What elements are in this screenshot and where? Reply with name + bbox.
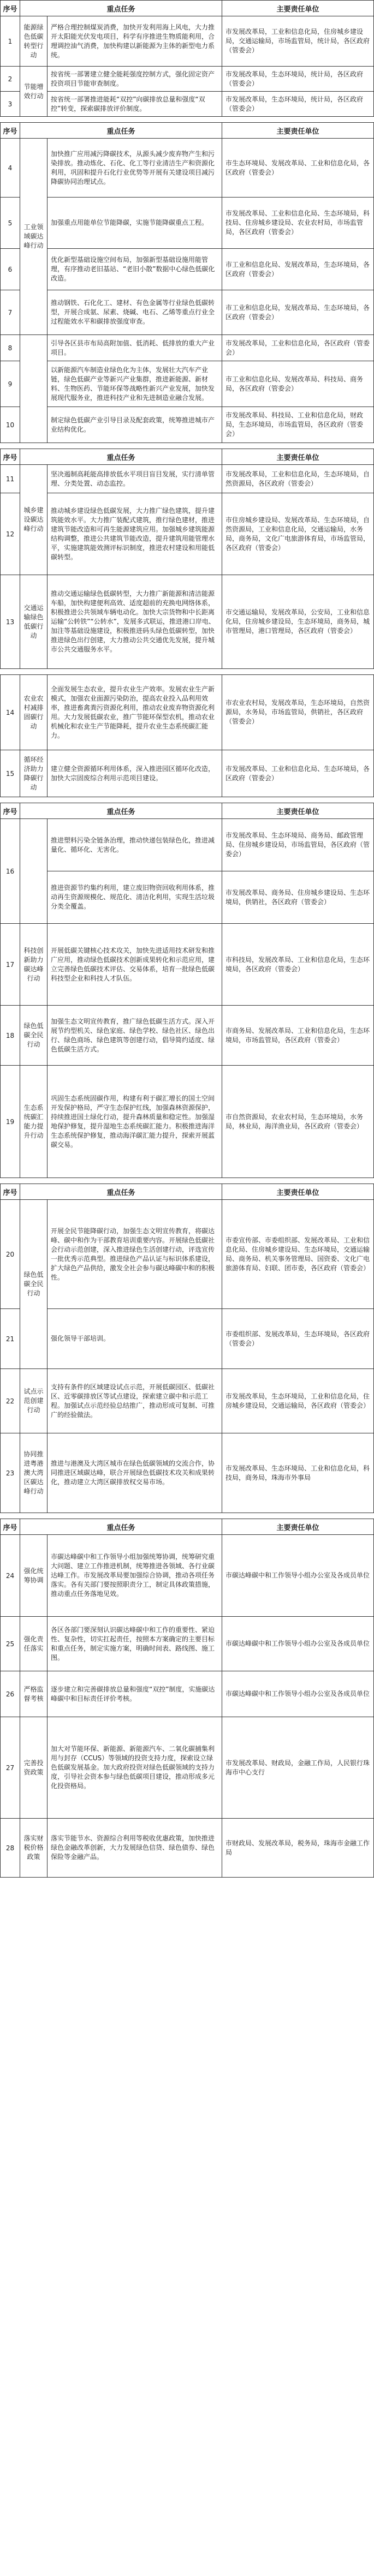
unit-cell: 市委组织部、发展改革局，生态环境局，各区政府（管委会） [222,1309,374,1369]
category-cell: 强化责任落实 [20,1617,48,1671]
task-cell: 按省统一部署建立健全能耗强度控制方式，强化固定资产投资项目节能审查制度。 [48,67,222,92]
row-number: 24 [1,1535,20,1617]
task-cell: 推进与港澳及大湾区城市在绿色低碳领域的交流合作，协同推进区域碳达峰，联合开展绿色低碳技术攻关和成果转化，推动建立大湾区碳排放权交易市场。 [48,1433,222,1513]
table-row [1,290,374,335]
unit-cell: 市发展改革局，工业和信息化局，生态环境局，自然资源局，各区政府（管委会） [222,465,374,493]
unit-cell: 市发展改革局、财政局，金融工作局，人民银行珠海市中心支行 [222,1717,374,1819]
table-row [1,361,374,407]
unit-cell: 市发展改革局、商务局、住房城乡建设局、生态环境局，供销社，各区政府（管委会） [222,871,374,924]
task-cell: 推动交通运输绿色低碳转型，大力推广新能源和清洁能源车船，加快构建便利高效、适度超前的充换电网络体系，积极推进公共领域车辆电动化。加快大宗货物和中长距离运输“公转铁”“公转水”，发展多式联运，推进港口岸电、加注等基础设施建设，积极推进码头绿色低碳转型，加快推进绿色出行创建，大力推动公共交通优先发展，提升城市公共交通服务水平。 [48,575,222,669]
table-row [1,1717,374,1819]
task-table-4 [0,674,374,797]
row-number: 27 [1,1717,20,1819]
unit-cell: 市发展改革局、生态环境局、工业和信息化局，科技局，商务局，珠海市外事局 [222,1433,374,1513]
row-number: 8 [1,335,20,361]
unit-cell: 市交通运输局，发展改革局，公安局，工业和信息化局，住房城乡建设局，生态环境局，商务局，城市管理局，港口管理局，各区政府（管委会） [222,575,374,669]
table-row [1,871,374,924]
header-no: 序号 [1,1184,20,1200]
table-section-2 [0,122,374,443]
table-header-row [1,1184,374,1200]
row-number: 16 [1,819,20,924]
category-cell [20,335,48,443]
row-number: 17 [1,924,20,1006]
unit-cell: 市发展改革局、生态环境局、商务局、邮政管理局、住房城乡建设局，市场监管局，各区政府（管委会） [222,819,374,871]
unit-cell: 市碳达峰碳中和工作领导小组办公室及各成员单位 [222,1617,374,1671]
row-number: 4 [1,139,20,198]
task-table-3 [0,449,374,669]
task-cell: 推动钢铁、石化化工、建材、有色金属等行业绿色低碳转型，开展合成氨、尿素、烧碱、电石、乙烯等重点行业全过程能效水平和碳排放强度审查。 [48,290,222,335]
category-cell: 科技创新助力碳达峰行动 [20,924,48,1006]
task-cell: 开展全民节能降碳行动，加强生态文明宣传教育，将碳达峰、碳中和作为干部教育培训重要内容。开展绿色低碳社会行动示范创建，深入推进绿色生活创建行动，评选宣传一批优秀示范典型。推进绿色产品认证与标识体系建设，扩大绿色产品供给，激发全社会参与碳达峰碳中和的积极性。 [48,1200,222,1309]
unit-cell: 市发展改革局，生态环境局，统计局，各区政府（管委会） [222,67,374,92]
row-number: 25 [1,1617,20,1671]
row-number: 20 [1,1200,20,1309]
task-table-7 [0,1519,374,1878]
task-cell: 加强生态文明宣传教育，推广绿色低碳生活方式。深入开展节约型机关、绿色家庭、绿色学校、绿色社区、绿色出行、绿色商场、绿色建筑等创建行动，倡导简约适度、绿色低碳生活方式。 [48,1006,222,1066]
row-number: 14 [1,675,20,750]
task-cell: 全面发展生态农业，提升农业生产效率。发展农业生产新模式，加强农业面源污染防治，提高农业投入品利用效率，推进畜禽粪污资源化利用，推动农业废弃物资源化利用。大力发展低碳农业，推广节能环保型农机，推动农业机械化和农业生产节能降耗，提升农业生态系统碳汇能力。 [48,675,222,750]
table-row [1,92,374,117]
row-number: 1 [1,16,20,67]
category-cell: 节能增效行动 [20,67,48,117]
table-row [1,1066,374,1178]
table-header-row [1,1519,374,1535]
table-row [1,924,374,1006]
header-task: 重点任务 [20,1184,222,1200]
header-no: 序号 [1,123,20,139]
table-section-5 [0,803,374,1178]
unit-cell: 市工业和信息化局，发展改革局、生态环境局，各区政府（管委会） [222,290,374,335]
row-number: 7 [1,290,20,335]
table-row [1,16,374,67]
row-number: 6 [1,249,20,290]
unit-cell: 市发展改革局、科技局、工业和信息化局，财政局，生态环境局，市场监管局，各区政府（管委会） [222,407,374,443]
table-row [1,575,374,669]
task-cell: 优化新型基础设施空间布局，加强新型基础设施用能管理，有序推动老旧基站、“老旧小散”数据中心绿色低碳化改造。 [48,249,222,290]
task-table-6 [0,1184,374,1513]
category-cell: 交通运输绿色低碳行动 [20,575,48,669]
task-cell: 制定绿色低碳产业引导目录及配套政策，统筹推进城市产业结构优化。 [48,407,222,443]
category-cell: 工业领域碳达峰行动 [20,139,48,335]
table-row [1,1309,374,1369]
header-unit: 主要责任单位 [222,1184,374,1200]
unit-cell: 市工业和信息化局、发展改革局，生态环境局，各区政府（管委会） [222,249,374,290]
task-cell: 推动城乡建设绿色低碳发展，大力推广绿色建筑，提升建筑能效水平。大力推广装配式建筑，推行绿色建材，推进建筑节能改造和可再生能源建筑应用。加强城乡建筑能源结构调整，推进公共建筑节能改造，提升建筑用能管理水平，实施建筑能效测评标识制度，推进农村建设和用能低碳转型。 [48,493,222,575]
header-task: 重点任务 [20,449,222,465]
table-section-4 [0,674,374,797]
row-number: 3 [1,92,20,117]
row-number: 13 [1,575,20,669]
table-row [1,1200,374,1309]
task-cell: 强化领导干部培训。 [48,1309,222,1369]
table-row [1,1006,374,1066]
header-no: 序号 [1,449,20,465]
table-row [1,1671,374,1717]
row-number: 18 [1,1006,20,1066]
unit-cell: 市发展改革局，生态环境局，工业和信息化局，住房城乡建设局，交通运输局，各区政府（管委会） [222,1369,374,1433]
task-cell: 以新能源汽车制造业绿色化为主体，发展壮大汽车产业链，绿色低碳产业等新兴产业集群，推进新能源、新材料、生物医药、节能环保等战略性新兴产业发展，加快发展现代服务业，推进科技产业和先进制造业融合发展。 [48,361,222,407]
task-cell: 落实节能节水、资源综合利用等税收优惠政策，加快推进绿色金融改革创新，大力发展绿色信贷、绿色债券、绿色保险等金融产品。 [48,1819,222,1878]
table-header-row [1,803,374,819]
task-cell: 推进资源节约集约利用，建立废旧物资回收利用体系，推动再生资源规模化、规范化、清洁化利用，实现生活垃圾分类全覆盖。 [48,871,222,924]
table-row [1,819,374,871]
unit-cell: 市自然资源局，农业农村局，生态环境局，水务局，林业局，海洋渔业局，各区政府（管委会） [222,1066,374,1178]
unit-cell: 市发展改革局，工业和信息化局，住房城乡建设局，交通运输局，市场监管局，统计局，各区政府（管委会） [222,16,374,67]
task-cell: 严格合理控制煤炭消费，加快开发利用海上风电，大力推开太阳能光伏发电项目，科学有序推进生物质能利用，合理调控油气消费，加快构建以新能源为主体的新型电力系统。 [48,16,222,67]
unit-cell: 市碳达峰碳中和工作领导小组办公室及各成员单位 [222,1671,374,1717]
category-cell: 城乡建设碳达峰行动 [20,465,48,575]
task-cell: 推进塑料污染全链条治理，推动快递包装绿色化，推进减量化、循环化、无害化。 [48,819,222,871]
table-row [1,493,374,575]
header-unit: 主要责任单位 [222,803,374,819]
row-number: 28 [1,1819,20,1878]
category-cell: 绿色低碳全民行动 [20,1006,48,1066]
unit-cell: 市发展改革局、工业和信息化局、生态环境局，科技局、住房城乡建设局、农业农村局，市场监管局，各区政府（管委会） [222,198,374,249]
header-unit: 主要责任单位 [222,1519,374,1535]
task-cell: 建立健全资源循环利用体系，深入推进园区循环化改造，加快大宗固废综合利用示范项目建设。 [48,750,222,797]
task-cell: 巩固生态系统固碳作用，构建有利于碳汇增长的国土空间开发保护格局，严守生态保护红线，加强森林资源保护，持续推进国土绿化行动，提升森林质量和稳定性。加强湿地保护修复，提升湿地生态系统碳汇能力。积极推进海洋生态系统保护修复，推动海洋碳汇能力提升，探索开展蓝碳交易。 [48,1066,222,1178]
table-row [1,750,374,797]
category-cell [20,819,48,924]
category-cell: 严格监督考核 [20,1671,48,1717]
category-cell: 试点示范创建行动 [20,1369,48,1433]
row-number: 2 [1,67,20,92]
unit-cell: 市科技局，发展改革局、工业和信息化局，生态环境局，各区政府（管委会） [222,924,374,1006]
task-cell: 市碳达峰碳中和工作领导小组加强统筹协调，统筹研究重大问题、建立工作推进机制，统筹推进各领域、各行业碳达峰工作。市发展改革局要加强综合协调，推动各项任务落实。各有关部门要按照职责分工，制定具体政策措施，推动重点任务落地见效。 [48,1535,222,1617]
unit-cell: 市工业和信息化局、发展改革局、科技局、商务局，各区政府（管委会） [222,361,374,407]
header-task: 重点任务 [20,803,222,819]
task-table-5 [0,803,374,1178]
unit-cell: 市发展改革局，生态环境局，统计局，各区政府（管委会） [222,92,374,117]
task-cell: 加强重点用能单位节能降碳，实施节能降碳重点工程。 [48,198,222,249]
category-cell: 完善投资政策 [20,1717,48,1819]
task-cell: 坚决遏制高耗能高排放低水平项目盲目发展，实行清单管理、分类处置、动态监控。 [48,465,222,493]
category-cell: 农业农村减排固碳行动 [20,675,48,750]
unit-cell: 市委宣传部、市委组织部、发展改革局、工业和信息化局、住房城乡建设局、生态环境局，交通运输局、商务局、机关事务管理局、国资委、文化广电旅游体育局、妇联、团市委，各区政府（管委会） [222,1200,374,1309]
task-cell: 按省统一部署推进能耗“双控”向碳排放总量和强度“双控”转变，探索碳排放评价制度。 [48,92,222,117]
category-cell: 能源绿色低碳转型行动 [20,16,48,67]
category-cell: 落实财税价格政策 [20,1819,48,1878]
table-row [1,249,374,290]
header-unit: 主要责任单位 [222,123,374,139]
header-task: 重点任务 [20,1,222,16]
row-number: 23 [1,1433,20,1513]
header-no: 序号 [1,803,20,819]
table-section-7 [0,1519,374,1878]
row-number: 15 [1,750,20,797]
table-row [1,407,374,443]
task-table-2 [0,122,374,443]
table-row [1,1535,374,1617]
table-section-3 [0,449,374,669]
category-cell: 绿色低碳全民行动 [20,1200,48,1369]
row-number: 22 [1,1369,20,1433]
category-cell: 循环经济助力降碳行动 [20,750,48,797]
unit-cell: 市发展改革局、工业和信息化局、生态环境局，各区政府（管委会） [222,750,374,797]
header-unit: 主要责任单位 [222,449,374,465]
table-row [1,139,374,198]
row-number: 21 [1,1309,20,1369]
table-header-row [1,449,374,465]
unit-cell: 市住房城乡建设局、发展改革局、生态环境局，自然资源局，工业和信息化局，交通运输局，水务局，商务局，文化广电旅游体育局，市场监管局，各区政府（管委会） [222,493,374,575]
table-row [1,1819,374,1878]
task-table-1 [0,0,374,117]
table-section-1 [0,0,374,117]
table-header-row [1,1,374,16]
table-row [1,198,374,249]
task-cell: 开展低碳关键核心技术攻关，加快先进适用技术研发和推广应用，推动绿色低碳技术创新成果转化和示范应用，建立完善绿色低碳技术评估、交易体系，培育一批绿色低碳科技型企业和科技人才队伍。 [48,924,222,1006]
task-cell: 各区各部门要深刻认识碳达峰碳中和工作的重要性、紧迫性、复杂性，切实扛起责任，按照本方案确定的主要目标和重点任务，制定实施方案，明确时间表、路线图、施工图。 [48,1617,222,1671]
header-no: 序号 [1,1519,20,1535]
row-number: 10 [1,407,20,443]
header-no: 序号 [1,1,20,16]
table-row [1,335,374,361]
task-cell: 引导各区县市布局高附加值、低消耗、低排放的重大产业项目。 [48,335,222,361]
unit-cell: 市生态环境局、发展改革局、工业和信息化局，各区政府（管委会） [222,139,374,198]
table-section-6 [0,1184,374,1513]
category-cell: 生态系统碳汇能力提升行动 [20,1066,48,1178]
row-number: 26 [1,1671,20,1717]
row-number: 12 [1,493,20,575]
unit-cell: 市碳达峰碳中和工作领导小组办公室及各成员单位 [222,1535,374,1617]
unit-cell: 市财政局、发展改革局，税务局，珠海市金融工作局 [222,1819,374,1878]
task-cell: 逐步建立和完善碳排放总量和强度“双控”制度，实施碳达峰碳中和目标责任评价考核。 [48,1671,222,1717]
task-cell: 支持有条件的区域建设试点示范，开展低碳园区、低碳社区、近零碳排放区等试点建设，探索建立碳中和示范工程。加强试点示范经验总结推广，推动形成可复制、可推广的经验做法。 [48,1369,222,1433]
task-cell: 加快推广应用减污降碳技术，从源头减少废弃物产生和污染排放。推动炼化、石化、化工等行业清洁生产和资源化利用，巩固和提升石化行业优势等开展有关建设项目减污降碳协同治理试点。 [48,139,222,198]
row-number: 11 [1,465,20,493]
table-row [1,465,374,493]
table-header-row [1,123,374,139]
header-unit: 主要责任单位 [222,1,374,16]
table-row [1,1433,374,1513]
table-row [1,1617,374,1671]
unit-cell: 市发展改革局，工业和信息化局，各区政府（管委会） [222,335,374,361]
header-task: 重点任务 [20,1519,222,1535]
row-number: 9 [1,361,20,407]
row-number: 19 [1,1066,20,1178]
task-cell: 加大对节能环保、新能源、新能源汽车、二氧化碳捕集利用与封存（CCUS）等领域的投资支持力度，探索设立绿色低碳发展基金。加大政府投资对绿色低碳领域的支持力度，引导社会资本参与绿色低碳项目建设，推动形成多元化投资格局。 [48,1717,222,1819]
header-task: 重点任务 [20,123,222,139]
unit-cell: 市商务局、发展改革局、工业和信息化局，生态环境局，市场监管局，各区政府（管委会） [222,1006,374,1066]
category-cell: 协同推进粤港澳大湾区碳达峰行动 [20,1433,48,1513]
category-cell: 强化统筹协调 [20,1535,48,1617]
table-row [1,67,374,92]
row-number: 5 [1,198,20,249]
table-row [1,1369,374,1433]
table-row [1,675,374,750]
unit-cell: 市农业农村局，发展改革局，生态环境局，自然资源局，水务局，市场监管局，供销社，各区政府（管委会） [222,675,374,750]
